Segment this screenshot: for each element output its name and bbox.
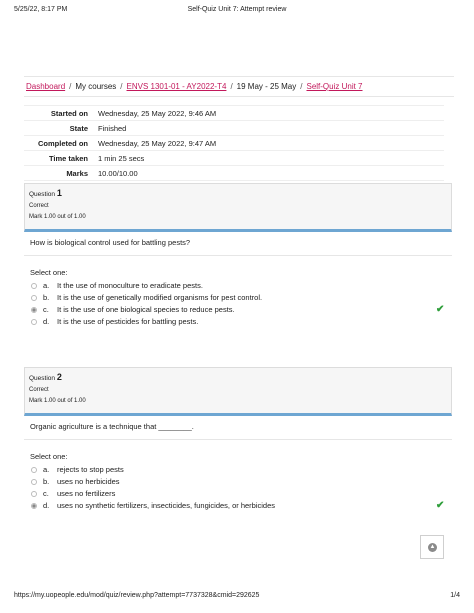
answer-options (24, 464, 452, 512)
question-2-info (24, 367, 452, 416)
arrow-up-icon: ▲ (429, 544, 436, 550)
breadcrumb-dashboard-link[interactable]: Dashboard (26, 82, 66, 91)
radio-button[interactable] (31, 467, 37, 473)
radio-button-selected[interactable] (31, 307, 37, 313)
breadcrumb-my-courses: My courses (75, 82, 117, 91)
question-1-body (24, 228, 452, 328)
print-header (14, 6, 460, 18)
check-icon: ✔ (436, 500, 445, 511)
answer-option-a[interactable]: a. rejects to stop pests (30, 464, 446, 476)
question-text: Organic agriculture is a technique that ________. (24, 412, 452, 440)
radio-button[interactable] (31, 491, 37, 497)
breadcrumb-separator: / (120, 82, 123, 91)
breadcrumb-separator: / (230, 82, 233, 91)
summary-row-state: State Finished (24, 121, 444, 136)
question-number: Question 1 (29, 188, 62, 198)
check-icon: ✔ (436, 304, 445, 315)
breadcrumb-separator: / (69, 82, 72, 91)
radio-button[interactable] (31, 295, 37, 301)
summary-row-completed: Completed on Wednesday, 25 May 2022, 9:47 AM (24, 136, 444, 151)
print-footer (14, 592, 460, 604)
print-title: Self-Quiz Unit 7: Attempt review (187, 6, 287, 13)
breadcrumb-quiz-link[interactable]: Self-Quiz Unit 7 (306, 82, 363, 91)
question-number: Question 2 (29, 372, 62, 382)
answer-options (24, 280, 452, 328)
answer-option-d[interactable]: d. uses no synthetic fertilizers, insecticides, fungicides, or herbicides ✔ (30, 500, 446, 512)
answer-option-b[interactable]: b. It is the use of genetically modified organisms for pest control. (30, 292, 446, 304)
breadcrumb-course-link[interactable]: ENVS 1301-01 - AY2022-T4 (126, 82, 227, 91)
summary-row-time: Time taken 1 min 25 secs (24, 151, 444, 166)
attempt-summary-table (24, 105, 444, 195)
breadcrumb-separator: / (300, 82, 303, 91)
print-url: https://my.uopeople.edu/mod/quiz/review.php?attempt=7737328&cmid=292625 (14, 592, 260, 599)
question-text: How is biological control used for battling pests? (24, 228, 452, 256)
breadcrumb-week: 19 May - 25 May (236, 82, 297, 91)
radio-button[interactable] (31, 319, 37, 325)
back-to-top-button[interactable] (420, 535, 444, 559)
question-status: Correct (29, 387, 49, 393)
breadcrumb (24, 76, 454, 97)
radio-button[interactable] (31, 479, 37, 485)
answer-option-b[interactable]: b. uses no herbicides (30, 476, 446, 488)
summary-row-marks: Marks 10.00/10.00 (24, 166, 444, 181)
radio-button-selected[interactable] (31, 503, 37, 509)
question-mark: Mark 1.00 out of 1.00 (29, 398, 86, 404)
select-one-prompt: Select one: (30, 268, 68, 277)
answer-option-a[interactable]: a. It the use of monoculture to eradicate pests. (30, 280, 446, 292)
answer-option-c[interactable]: c. It is the use of one biological species to reduce pests. ✔ (30, 304, 446, 316)
question-mark: Mark 1.00 out of 1.00 (29, 214, 86, 220)
question-status: Correct (29, 203, 49, 209)
print-page-number: 1/4 (450, 592, 460, 599)
select-one-prompt: Select one: (30, 452, 68, 461)
radio-button[interactable] (31, 283, 37, 289)
answer-option-c[interactable]: c. uses no fertilizers (30, 488, 446, 500)
answer-option-d[interactable]: d. It is the use of pesticides for battling pests. (30, 316, 446, 328)
question-1-info (24, 183, 452, 232)
print-date: 5/25/22, 8:17 PM (14, 6, 68, 13)
summary-row-started: Started on Wednesday, 25 May 2022, 9:46 AM (24, 106, 444, 121)
question-2-body (24, 412, 452, 512)
